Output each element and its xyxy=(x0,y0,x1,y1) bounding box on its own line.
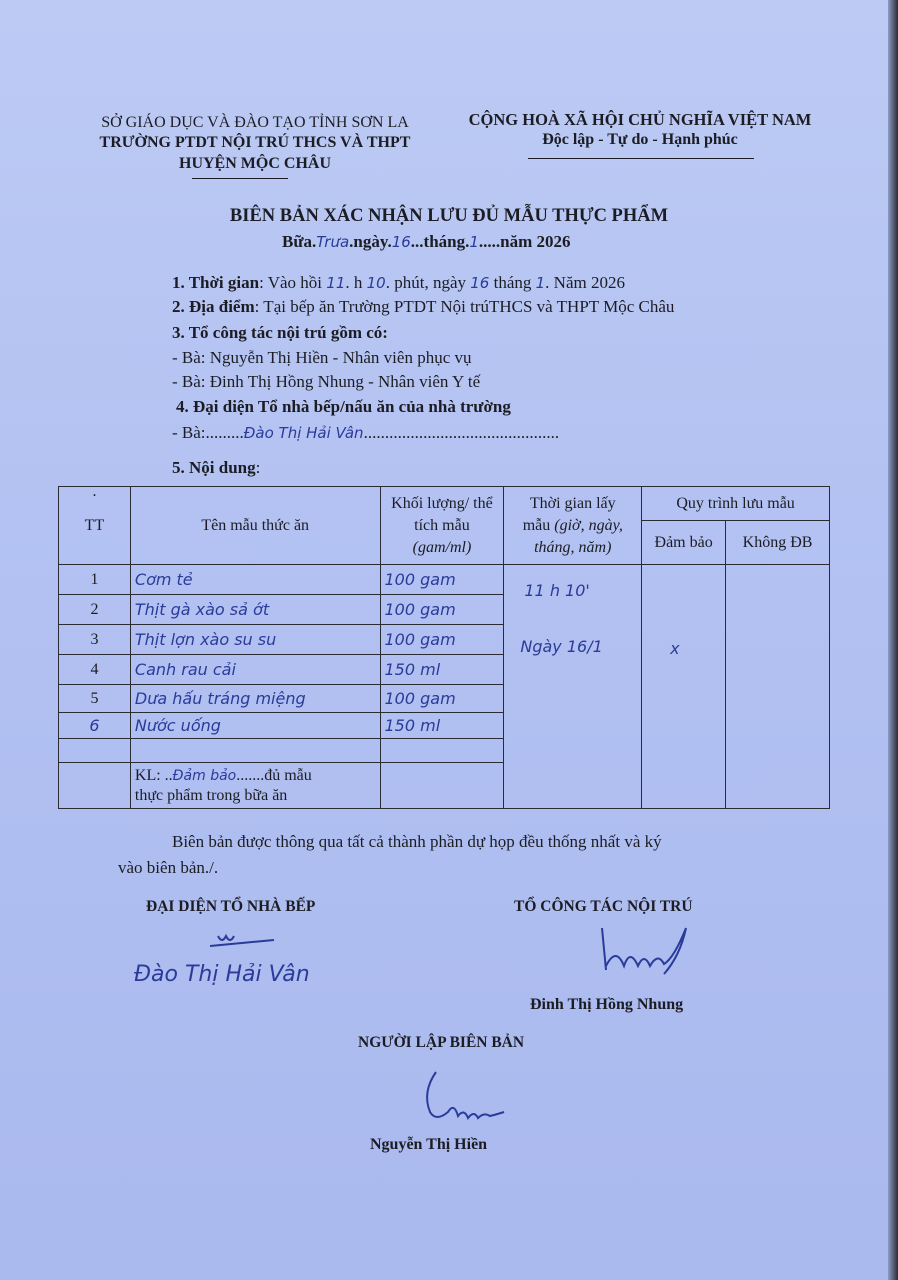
table-row xyxy=(59,565,830,595)
subtitle-prefix: Bữa. xyxy=(282,232,317,251)
header-time-line2 xyxy=(508,515,637,537)
conclusion-tt-empty xyxy=(59,763,131,809)
section-location-text: : Tại bếp ăn Trường PTDT Nội trúTHCS và THPT Mộc Châu xyxy=(254,297,675,316)
closing-line-2: vào biên bản./. xyxy=(118,858,219,877)
conclusion-suffix: .......đủ mẫu xyxy=(236,766,312,784)
section-time-hour-label: . h xyxy=(345,273,367,292)
conclusion-handwritten: Đảm bảo xyxy=(172,767,237,784)
section-content xyxy=(172,458,260,478)
time-cell xyxy=(504,565,642,809)
section-time-month-label: tháng xyxy=(489,273,536,292)
section-content-label: 5. Nội dung xyxy=(172,458,256,477)
subtitle-suffix: .....năm 2026 xyxy=(478,232,571,251)
kitchen-signature-title: ĐẠI DIỆN TỔ NHÀ BẾP xyxy=(146,898,316,915)
maker-signature-name: Nguyễn Thị Hiền xyxy=(370,1136,488,1153)
row-tt: 2 xyxy=(59,595,131,625)
team-member-2: - Bà: Đinh Thị Hồng Nhung - Nhân viên Y tế xyxy=(172,372,481,391)
hour-handwritten: 11 xyxy=(326,274,346,292)
boarding-signature-mark xyxy=(596,920,706,984)
header-tt-label: TT xyxy=(84,516,105,534)
section-team-label: 3. Tổ công tác nội trú gồm có: xyxy=(172,323,388,342)
table-header-row-1 xyxy=(59,487,830,521)
boarding-signature-name: Đinh Thị Hồng Nhung xyxy=(530,996,684,1013)
header-weight xyxy=(380,487,504,565)
kitchen-rep-name-handwritten: Đào Thị Hải Vân xyxy=(243,424,364,442)
section-content-colon: : xyxy=(255,458,261,477)
header-weight-line1: Khối lượng/ thể xyxy=(391,494,493,512)
row-food-name: Thịt lợn xào su su xyxy=(130,625,380,655)
header-ok: Đảm bảo xyxy=(642,521,726,565)
section-kitchen-label: 4. Đại diện Tổ nhà bếp/nấu ăn của nhà trường xyxy=(176,397,511,416)
row-weight: 100 gam xyxy=(380,565,504,595)
row-tt: 5 xyxy=(59,685,131,713)
header-time-line1: Thời gian lấy xyxy=(529,494,616,512)
header-motto: Độc lập - Tự do - Hạnh phúc xyxy=(542,131,738,148)
ok-cell xyxy=(642,565,726,809)
row-food-name: Nước uống xyxy=(130,713,380,739)
header-procedure: Quy trình lưu mẫu xyxy=(642,487,830,521)
row-tt-empty xyxy=(59,739,131,763)
row-weight-empty xyxy=(380,739,504,763)
boarding-signature-title: TỔ CÔNG TÁC NỘI TRÚ xyxy=(514,898,693,915)
day-handwritten: 16 xyxy=(391,233,411,251)
header-weight-line3: (gam/ml) xyxy=(412,538,472,556)
row-name-empty xyxy=(130,739,380,763)
section-time-year: . Năm 2026 xyxy=(545,273,625,292)
document-title: BIÊN BẢN XÁC NHẬN LƯU ĐỦ MẪU THỰC PHẨM xyxy=(229,206,669,226)
kitchen-rep-dots: .............................................. xyxy=(363,423,560,442)
header-nation: CỘNG HOÀ XÃ HỘI CHỦ NGHĨA VIỆT NAM xyxy=(468,110,812,129)
maker-signature-mark xyxy=(418,1066,518,1126)
row-weight: 150 ml xyxy=(380,655,504,685)
row-tt: 1 xyxy=(59,565,131,595)
month-handwritten-2: 1 xyxy=(535,274,546,292)
conclusion-line1 xyxy=(135,766,376,786)
header-time-line3: tháng, năm) xyxy=(534,538,612,556)
header-time-line2b: (giờ, ngày, xyxy=(554,516,623,534)
header-tt xyxy=(59,483,131,565)
conclusion-cell xyxy=(130,763,380,809)
conclusion-weight-empty xyxy=(380,763,504,809)
kitchen-signature-mark xyxy=(200,922,280,952)
food-sample-table xyxy=(58,483,830,809)
row-weight: 100 gam xyxy=(380,595,504,625)
closing-line-1: Biên bản được thông qua tất cả thành phần dự họp đều thống nhất và ký xyxy=(172,832,662,851)
meal-handwritten: Trưa xyxy=(316,233,350,251)
row-food-name: Thịt gà xào sả ớt xyxy=(130,595,380,625)
header-time xyxy=(504,487,642,565)
section-location xyxy=(172,297,674,317)
time-handwritten-hour: 11 h 10' xyxy=(524,581,590,600)
time-handwritten-date: Ngày 16/1 xyxy=(520,637,603,656)
section-location-label: 2. Địa điểm xyxy=(172,297,255,316)
minute-handwritten: 10 xyxy=(366,274,386,292)
kitchen-signature-name: Đào Thị Hải Vân xyxy=(134,962,310,987)
row-weight: 100 gam xyxy=(380,625,504,655)
row-weight: 100 gam xyxy=(380,685,504,713)
month-handwritten: 1 xyxy=(469,233,479,251)
section-time-label: 1. Thời gian xyxy=(172,273,260,292)
section-time-text: : Vào hồi xyxy=(259,273,327,292)
subtitle-month-label: ...tháng. xyxy=(410,232,470,251)
maker-signature-title: NGƯỜI LẬP BIÊN BẢN xyxy=(358,1034,525,1051)
row-weight: 150 ml xyxy=(380,713,504,739)
header-time-line2a: mẫu xyxy=(522,516,555,534)
conclusion-prefix: KL: .. xyxy=(134,766,173,784)
header-school: TRƯỜNG PTDT NỘI TRÚ THCS VÀ THPT xyxy=(99,134,411,151)
section-time-minute-label: . phút, ngày xyxy=(385,273,471,292)
day-handwritten-2: 16 xyxy=(470,274,490,292)
row-food-name: Canh rau cải xyxy=(130,655,380,685)
header-not-ok: Không ĐB xyxy=(726,521,830,565)
header-right-underline xyxy=(528,158,754,159)
header-tt-dot: . xyxy=(92,483,97,500)
header-agency: SỞ GIÁO DỤC VÀ ĐÀO TẠO TỈNH SƠN LA xyxy=(101,114,409,131)
subtitle-day-label: .ngày. xyxy=(349,232,392,251)
row-tt: 4 xyxy=(59,655,131,685)
conclusion-line2: thực phẩm trong bữa ăn xyxy=(134,786,288,804)
header-left-underline xyxy=(192,178,288,179)
row-tt: 6 xyxy=(59,713,131,739)
page-edge-shadow xyxy=(888,0,898,1280)
team-member-1: - Bà: Nguyễn Thị Hiền - Nhân viên phục vụ xyxy=(172,348,472,367)
kitchen-rep-prefix: - Bà:......... xyxy=(172,423,244,442)
ok-check-mark: x xyxy=(670,639,680,658)
row-food-name: Dưa hấu tráng miệng xyxy=(130,685,380,713)
header-district: HUYỆN MỘC CHÂU xyxy=(179,155,331,172)
row-food-name: Cơm tẻ xyxy=(130,565,380,595)
document-subtitle xyxy=(282,232,571,252)
kitchen-representative xyxy=(172,423,559,443)
section-time xyxy=(172,273,625,293)
row-tt: 3 xyxy=(59,625,131,655)
header-weight-line2: tích mẫu xyxy=(414,516,470,534)
not-ok-cell xyxy=(726,565,830,809)
header-name: Tên mẫu thức ăn xyxy=(130,487,380,565)
